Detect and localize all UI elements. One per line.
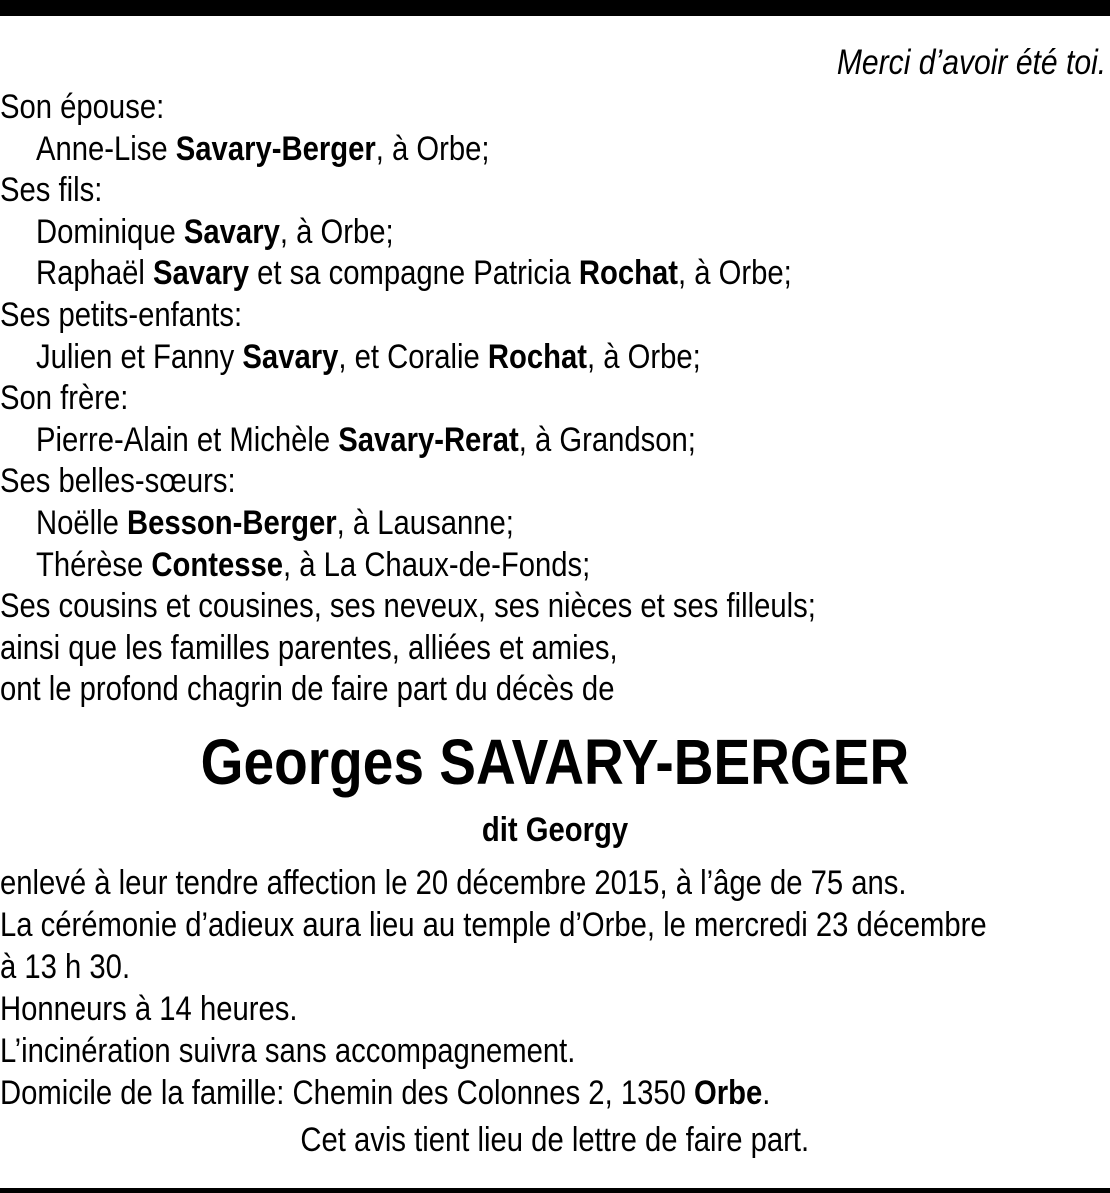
bottom-rule <box>0 1188 1110 1193</box>
line-text: , et Coralie <box>338 337 488 376</box>
line-text: , à Grandson; <box>518 420 696 459</box>
line-text: Raphaël <box>36 254 154 293</box>
family-line <box>0 169 102 211</box>
line-text: Dominique <box>36 212 184 251</box>
deceased-name <box>0 722 1110 802</box>
line-text: Ses petits-enfants: <box>0 296 243 334</box>
line-text: Son épouse: <box>0 88 165 126</box>
line-text: Noëlle <box>36 504 128 542</box>
detail-line <box>0 988 297 1030</box>
family-line <box>36 502 514 544</box>
line-text: Son frère: <box>0 379 129 418</box>
surname: Orbe <box>693 1074 763 1112</box>
line-text: Ses fils: <box>0 171 103 210</box>
closing-note <box>0 1118 1110 1162</box>
surname: Rochat <box>578 254 679 293</box>
family-line <box>36 419 696 461</box>
surname: Rochat <box>487 337 587 376</box>
line-text: enlevé à leur tendre affection le 20 décembre 2015, à l’âge de 75 ans. <box>0 864 907 902</box>
line-text: La cérémonie d’adieux aura lieu au temple d’Orbe, le mercredi 23 décembre <box>0 906 987 944</box>
closing-note-text: Cet avis tient lieu de lettre de faire part. <box>300 1121 810 1159</box>
line-text: à 13 h 30. <box>0 948 131 986</box>
motto-text: Merci d’avoir été toi. <box>836 43 1106 82</box>
family-line <box>36 544 590 586</box>
detail-line <box>0 862 907 904</box>
line-text: , à Orbe; <box>678 254 792 293</box>
line-text: ainsi que les familles parentes, alliées et amies, <box>0 628 618 667</box>
line-text: Ses cousins et cousines, ses neveux, ses nièces et ses filleuls; <box>0 587 816 626</box>
family-line <box>0 585 816 627</box>
family-line <box>36 211 394 253</box>
surname: Savary-Rerat <box>338 420 519 459</box>
top-rule <box>0 0 1110 16</box>
line-text: , à Lausanne; <box>336 504 514 542</box>
family-line <box>36 252 792 294</box>
line-text: , à Orbe; <box>279 212 394 251</box>
surname: Savary-Berger <box>175 129 376 168</box>
surname: Savary <box>153 254 249 293</box>
line-text: Thérèse <box>36 545 152 584</box>
family-line <box>0 377 128 419</box>
surname: Contesse <box>151 545 284 584</box>
line-text: ont le profond chagrin de faire part du décès de <box>0 670 615 709</box>
nickname-text: dit Georgy <box>481 811 629 849</box>
detail-line <box>0 1030 575 1072</box>
nickname <box>0 808 1110 852</box>
family-line <box>0 294 242 336</box>
detail-line <box>0 946 130 988</box>
detail-line <box>0 904 987 946</box>
line-text: Honneurs à 14 heures. <box>0 990 298 1028</box>
line-text: . <box>762 1074 771 1112</box>
line-text: , à Orbe; <box>375 129 490 168</box>
line-text: , à La Chaux-de-Fonds; <box>283 545 591 584</box>
surname: Savary <box>183 212 280 251</box>
line-text: Pierre-Alain et Michèle <box>36 420 339 459</box>
detail-line <box>0 1072 770 1114</box>
line-text: Julien et Fanny <box>36 337 243 376</box>
deceased-name-text: Georges SAVARY-BERGER <box>200 726 910 798</box>
family-line <box>0 668 614 710</box>
line-text: Ses belles-sœurs: <box>0 462 236 501</box>
line-text: Anne-Lise <box>36 129 176 168</box>
family-line <box>0 460 236 502</box>
line-text: et sa compagne Patricia <box>248 254 579 293</box>
line-text: , à Orbe; <box>586 337 701 376</box>
family-line <box>0 627 618 669</box>
line-text: Domicile de la famille: Chemin des Colonnes 2, 1350 <box>0 1074 694 1112</box>
family-line <box>36 336 701 378</box>
family-line <box>36 128 489 170</box>
line-text: L’incinération suivra sans accompagnement. <box>0 1032 576 1070</box>
surname: Savary <box>242 337 339 376</box>
surname: Besson-Berger <box>127 504 337 542</box>
family-line <box>0 86 164 128</box>
